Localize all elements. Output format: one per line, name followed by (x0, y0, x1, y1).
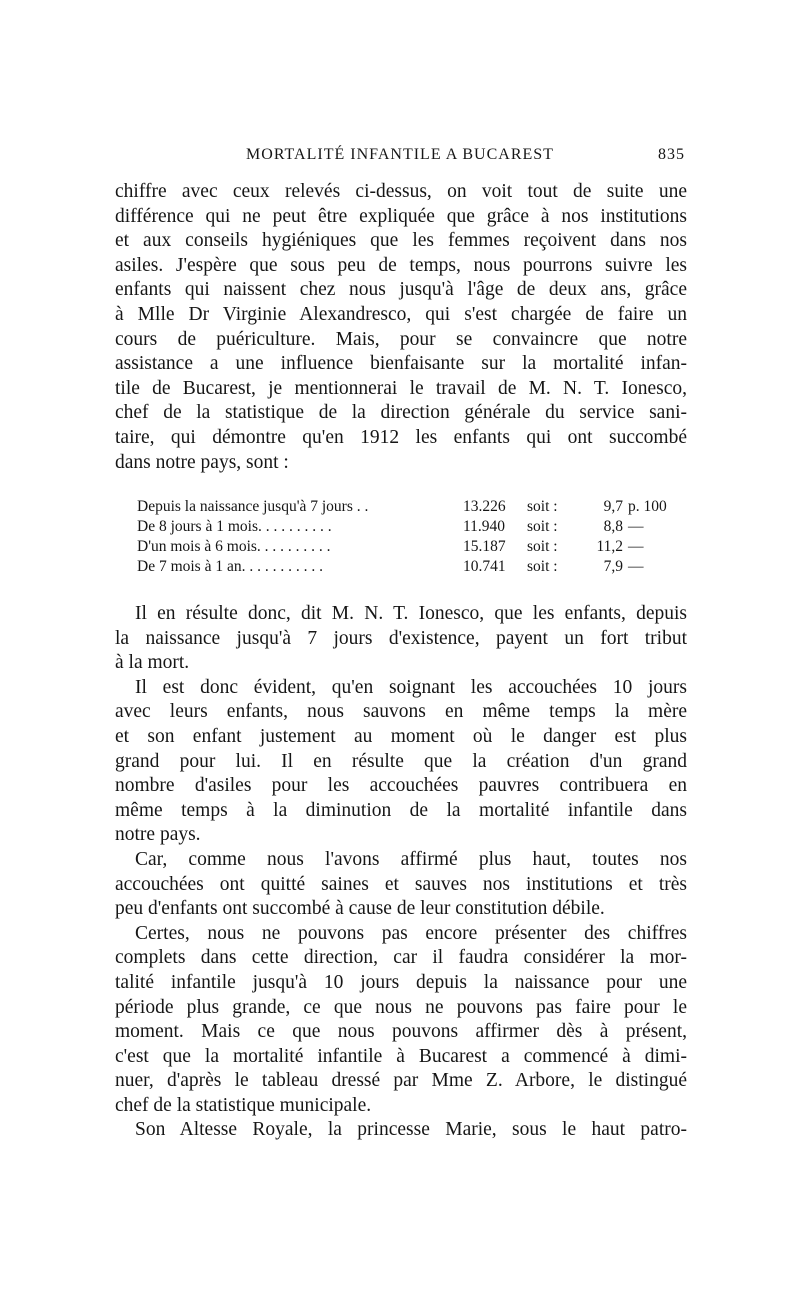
table-row (137, 497, 667, 517)
soit-label: soit : (527, 498, 558, 515)
text-line: et aux conseils hygiéniques que les femmes reçoivent dans nos (115, 230, 687, 252)
text-line: Certes, nous ne pouvons pas encore présenter des chiffres (135, 922, 687, 944)
percentage: 11,2 (596, 538, 623, 555)
text-line: Car, comme nous l'avons affirmé plus haut, toutes nos (135, 848, 687, 870)
unit: — (628, 558, 644, 575)
text-line: talité infantile jusqu'à 10 jours depuis la naissance pour une (115, 971, 687, 993)
age-label: De 7 mois à 1 an. . . . . . . . . . . (137, 558, 323, 575)
page-number: 835 (658, 146, 685, 163)
running-head (115, 146, 685, 168)
text-line: même temps à la diminution de la mortalité infantile dans (115, 799, 687, 821)
table-row (137, 557, 667, 577)
text-line: chef de la statistique de la direction générale du service sani- (115, 402, 687, 424)
text-line: c'est que la mortalité infantile à Bucarest a commencé à dimi- (115, 1045, 687, 1067)
text-line: asiles. J'espère que sous peu de temps, nous pourrons suivre les (115, 254, 687, 276)
death-count: 10.741 (463, 558, 506, 575)
text-line: moment. Mais ce que nous pouvons affirmer dès à présent, (115, 1021, 687, 1043)
unit: — (628, 518, 644, 535)
paragraph-4 (115, 848, 687, 922)
text-line: dans notre pays, sont : (115, 451, 289, 473)
paragraph-1 (115, 180, 687, 475)
age-label: D'un mois à 6 mois. . . . . . . . . . (137, 538, 331, 555)
unit: — (628, 538, 644, 555)
paragraph-3 (115, 676, 687, 848)
text-line: période plus grande, ce que nous ne pouvons pas faire pour le (115, 996, 687, 1018)
table-row (137, 517, 667, 537)
percentage: 9,7 (603, 498, 623, 515)
paragraph-2 (115, 602, 687, 676)
percentage: 8,8 (603, 518, 623, 535)
text-line: accouchées ont quitté saines et sauves nos institutions et très (115, 873, 687, 895)
text-line: Il est donc évident, qu'en soignant les accouchées 10 jours (135, 676, 687, 698)
soit-label: soit : (527, 538, 558, 555)
text-line: assistance a une influence bienfaisante sur la mortalité infan- (115, 353, 687, 375)
table-row (137, 537, 667, 557)
age-label: De 8 jours à 1 mois. . . . . . . . . . (137, 518, 332, 535)
text-line: taire, qui démontre qu'en 1912 les enfants qui ont succombé (115, 426, 687, 448)
text-line: chiffre avec ceux relevés ci-dessus, on voit tout de suite une (115, 181, 687, 202)
text-line: et son enfant justement au moment où le danger est plus (115, 725, 687, 747)
text-line: Son Altesse Royale, la princesse Marie, sous le haut patro- (135, 1119, 687, 1141)
text-line: la naissance jusqu'à 7 jours d'existence, payent un fort tribut (115, 627, 687, 649)
text-line: à Mlle Dr Virginie Alexandresco, qui s'est chargée de faire un (115, 303, 687, 325)
paragraph-6 (115, 1118, 687, 1143)
percentage: 7,9 (603, 558, 623, 575)
text-line: différence qui ne peut être expliquée que grâce à nos institutions (115, 205, 687, 227)
age-label: Depuis la naissance jusqu'à 7 jours . . (137, 498, 369, 515)
body-text-continued (115, 602, 687, 1143)
text-line: Il en résulte donc, dit M. N. T. Ionesco, que les enfants, depuis (135, 603, 687, 624)
text-line: avec leurs enfants, nous sauvons en même temps la mère (115, 701, 687, 723)
text-line: grand pour lui. Il en résulte que la création d'un grand (115, 750, 687, 772)
text-line: cours de puériculture. Mais, pour se convaincre que notre (115, 328, 687, 350)
unit: p. 100 (628, 498, 667, 515)
text-line: complets dans cette direction, car il faudra considérer la mor- (115, 947, 687, 969)
text-line: tile de Bucarest, je mentionnerai le travail de M. N. T. Ionesco, (115, 377, 687, 399)
text-line: peu d'enfants ont succombé à cause de leur constitution débile. (115, 898, 605, 920)
death-count: 13.226 (463, 498, 506, 515)
text-line: nuer, d'après le tableau dressé par Mme Z. Arbore, le distingué (115, 1070, 687, 1092)
text-line: enfants qui naissent chez nous jusqu'à l'âge de deux ans, grâce (115, 279, 687, 301)
death-count: 11.940 (463, 518, 506, 535)
text-line: notre pays. (115, 824, 201, 846)
paragraph-5 (115, 922, 687, 1119)
mortality-table (137, 497, 667, 577)
soit-label: soit : (527, 558, 558, 575)
running-title: MORTALITÉ INFANTILE A BUCAREST (246, 146, 554, 163)
text-line: nombre d'asiles pour les accouchées pauvres contribuera en (115, 775, 687, 797)
death-count: 15.187 (463, 538, 506, 555)
soit-label: soit : (527, 518, 558, 535)
text-line: chef de la statistique municipale. (115, 1094, 372, 1116)
text-line: à la mort. (115, 652, 190, 674)
